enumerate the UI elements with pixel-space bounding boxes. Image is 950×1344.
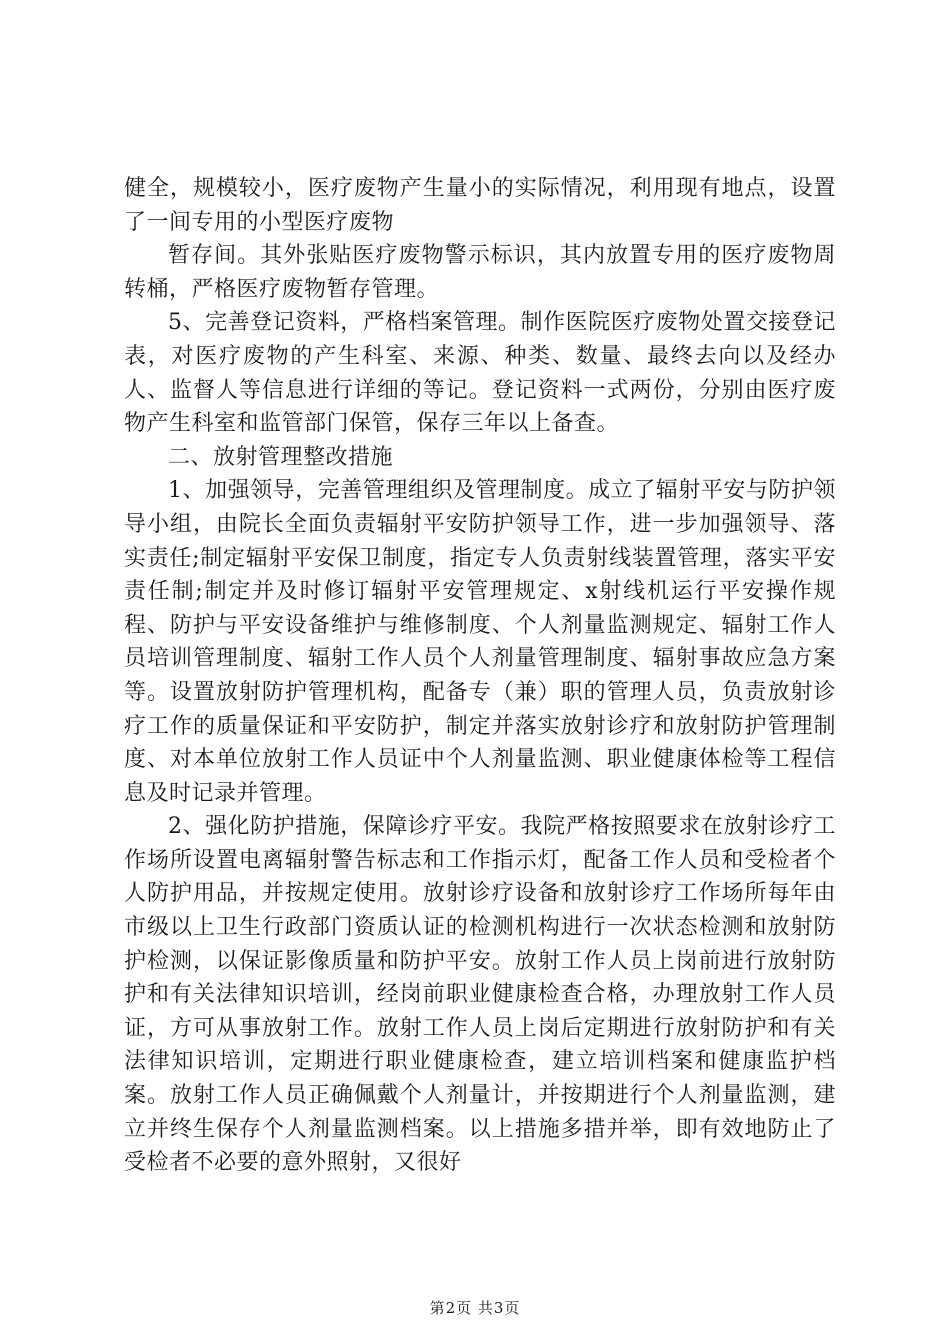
paragraph: 健全，规模较小，医疗废物产生量小的实际情况，利用现有地点，设置了一间专用的小型医疗废物 (124, 176, 836, 235)
paragraph: 暂存间。其外张贴医疗废物警示标识，其内放置专用的医疗废物周转桶，严格医疗废物暂存管理。 (124, 243, 836, 302)
document-body (124, 172, 836, 1180)
paragraph: 2、强化防护措施，保障诊疗平安。我院严格按照要求在放射诊疗工作场所设置电离辐射警告标志和工作指示灯，配备工作人员和受检者个人防护用品，并按规定使用。放射诊疗设备和放射诊疗工作场所每年由市级以上卫生行政部门资质认证的检测机构进行一次状态检测和放射防护检测，以保证影像质量和防护平安。放射工作人员上岗前进行放射防护和有关法律知识培训，经岗前职业健康检查合格，办理放射工作人员证，方可从事放射工作。放射工作人员上岗后定期进行放射防护和有关法律知识培训，定期进行职业健康检查，建立培训档案和健康监护档案。放射工作人员正确佩戴个人剂量计，并按期进行个人剂量监测，建立并终生保存个人剂量监测档案。以上措施多措并举，即有效地防止了受检者不必要的意外照射，又很好 (124, 814, 836, 1176)
page-number-footer: 第2页 共3页 (429, 1299, 521, 1317)
section-heading: 二、放射管理整改措施 (168, 444, 394, 470)
paragraph: 1、加强领导，完善管理组织及管理制度。成立了辐射平安与防护领导小组，由院长全面负责辐射平安防护领导工作，进一步加强领导、落实责任;制定辐射平安保卫制度，指定专人负责射线装置管理，落实平安责任制;制定并及时修订辐射平安管理规定、x射线机运行平安操作规程、防护与平安设备维护与维修制度、个人剂量监测规定、辐射工作人员培训管理制度、辐射工作人员个人剂量管理制度、辐射事故应急方案等。设置放射防护管理机构，配备专（兼）职的管理人员，负责放射诊疗工作的质量保证和平安防护，制定并落实放射诊疗和放射防护管理制度、对本单位放射工作人员证中个人剂量监测、职业健康体检等工程信息及时记录并管理。 (124, 478, 836, 806)
paragraph: 5、完善登记资料，严格档案管理。制作医院医疗废物处置交接登记表，对医疗废物的产生科室、来源、种类、数量、最终去向以及经办人、监督人等信息进行详细的等记。登记资料一式两份，分别由医疗废物产生科室和监管部门保管，保存三年以上备查。 (124, 310, 836, 437)
